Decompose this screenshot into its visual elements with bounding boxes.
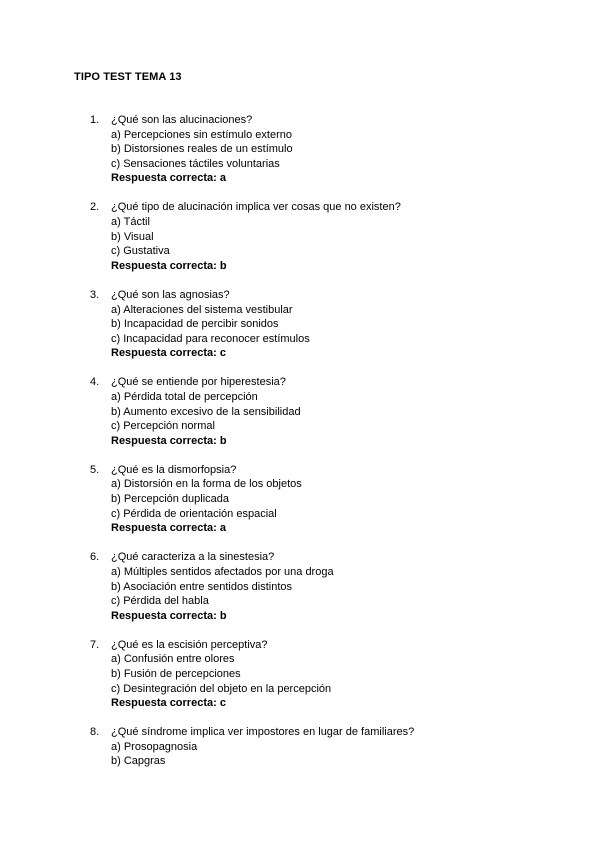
question-number: 7. xyxy=(90,638,100,651)
option-b: b) Aumento excesivo de la sensibilidad xyxy=(111,405,301,418)
question-item xyxy=(0,288,600,361)
option-a: a) Percepciones sin estímulo externo xyxy=(111,128,292,141)
option-b: b) Capgras xyxy=(111,755,166,768)
option-c: c) Sensaciones táctiles voluntarias xyxy=(111,157,280,170)
question-number: 2. xyxy=(90,201,100,214)
option-c: c) Gustativa xyxy=(111,245,170,258)
question-text: ¿Qué es la escisión perceptiva? xyxy=(111,638,268,651)
question-number: 6. xyxy=(90,551,100,564)
option-a: a) Prosopagnosia xyxy=(111,740,198,753)
option-b: b) Distorsiones reales de un estímulo xyxy=(111,143,293,156)
correct-answer: Respuesta correcta: b xyxy=(111,434,227,447)
question-text: ¿Qué tipo de alucinación implica ver cosas que no existen? xyxy=(111,201,401,214)
correct-answer: Respuesta correcta: c xyxy=(111,347,226,360)
question-text: ¿Qué son las alucinaciones? xyxy=(111,114,253,126)
correct-answer: Respuesta correcta: c xyxy=(111,697,226,710)
question-number: 3. xyxy=(90,288,100,301)
option-c: c) Percepción normal xyxy=(111,420,215,433)
correct-answer: Respuesta correcta: b xyxy=(111,259,227,272)
option-b: b) Fusión de percepciones xyxy=(111,668,241,680)
option-b: b) Percepción duplicada xyxy=(111,493,230,506)
option-a: a) Distorsión en la forma de los objetos xyxy=(111,478,302,491)
option-c: c) Desintegración del objeto en la percepción xyxy=(111,682,332,695)
option-a: a) Múltiples sentidos afectados por una droga xyxy=(111,565,334,578)
option-c: c) Incapacidad para reconocer estímulos xyxy=(111,332,310,345)
correct-answer: Respuesta correcta: b xyxy=(111,609,227,622)
question-number: 8. xyxy=(90,726,100,739)
question-text: ¿Qué síndrome implica ver impostores en lugar de familiares? xyxy=(111,726,415,739)
option-b: b) Visual xyxy=(111,230,154,243)
option-a: a) Táctil xyxy=(111,216,150,229)
question-number: 4. xyxy=(90,376,100,389)
question-number: 1. xyxy=(90,114,100,126)
option-c: c) Pérdida de orientación espacial xyxy=(111,507,277,520)
question-text: ¿Qué es la dismorfopsia? xyxy=(111,463,237,476)
document-title: TIPO TEST TEMA 13 xyxy=(74,71,182,83)
question-list xyxy=(0,113,600,784)
question-item xyxy=(0,725,600,769)
question-text: ¿Qué son las agnosias? xyxy=(111,288,230,301)
option-a: a) Alteraciones del sistema vestibular xyxy=(111,303,293,316)
correct-answer: Respuesta correcta: a xyxy=(111,172,226,185)
option-b: b) Asociación entre sentidos distintos xyxy=(111,580,292,593)
question-text: ¿Qué se entiende por hiperestesia? xyxy=(111,376,286,389)
question-item xyxy=(0,200,600,273)
option-a: a) Pérdida total de percepción xyxy=(111,391,258,403)
question-item xyxy=(0,463,600,536)
question-item xyxy=(0,375,600,448)
option-c: c) Pérdida del habla xyxy=(111,595,209,608)
question-item xyxy=(0,113,600,186)
question-item xyxy=(0,550,600,623)
question-item xyxy=(0,638,600,711)
question-number: 5. xyxy=(90,463,100,476)
option-b: b) Incapacidad de percibir sonidos xyxy=(111,318,279,331)
option-a: a) Confusión entre olores xyxy=(111,653,235,666)
question-text: ¿Qué caracteriza a la sinestesia? xyxy=(111,551,275,564)
correct-answer: Respuesta correcta: a xyxy=(111,522,226,535)
